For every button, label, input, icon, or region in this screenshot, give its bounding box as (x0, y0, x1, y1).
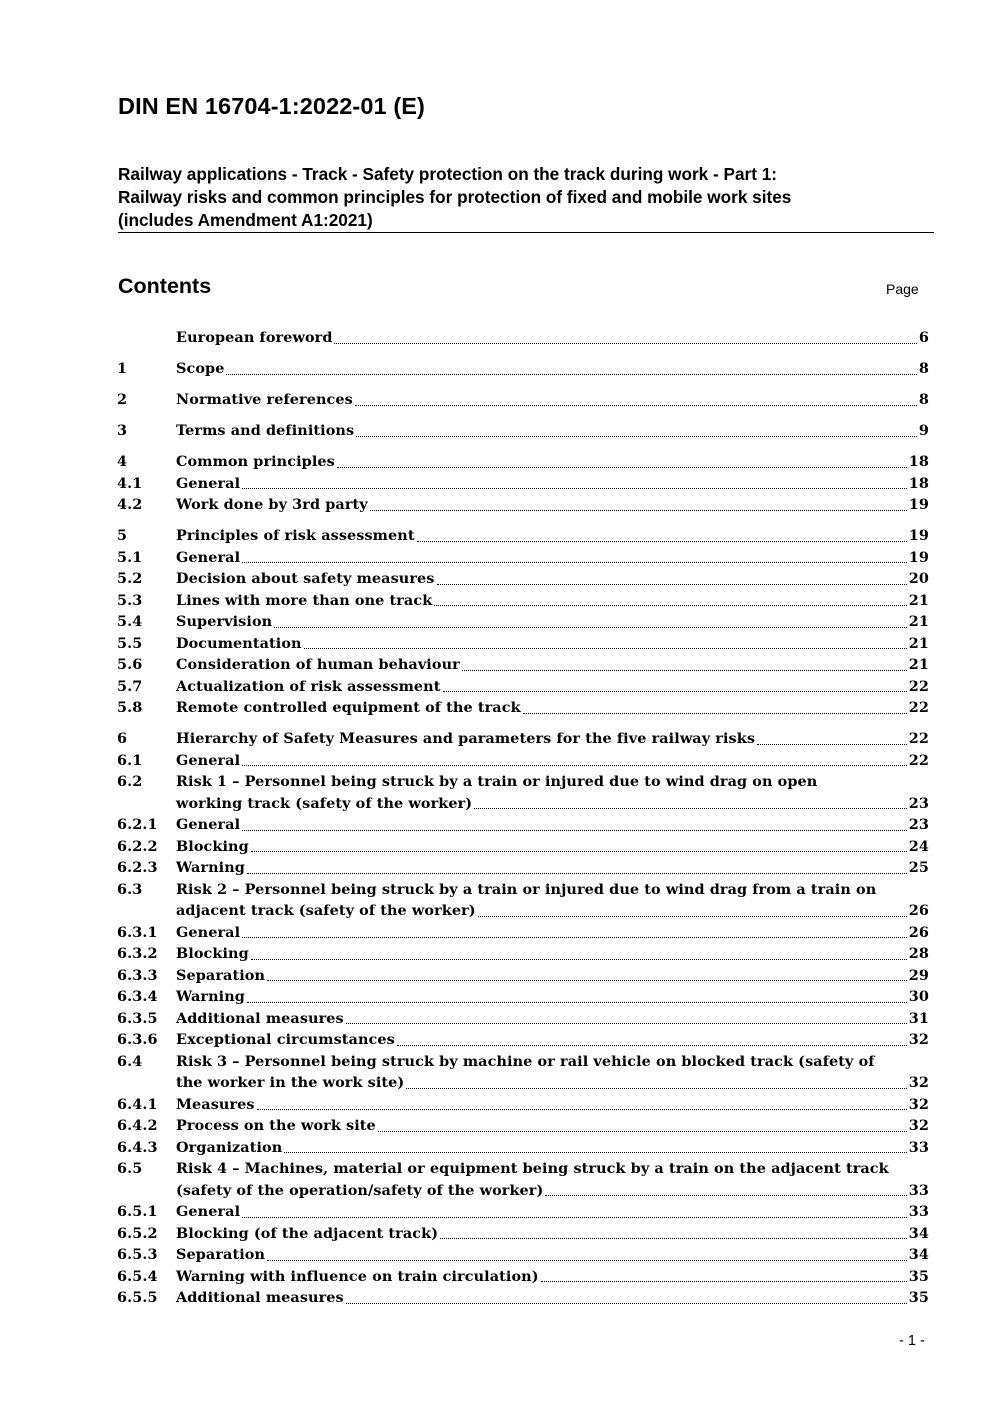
toc-entry-label: Documentation (176, 634, 302, 652)
toc-entry-number: 5.5 (117, 634, 143, 652)
toc-entry-number: 6.5.4 (117, 1267, 158, 1285)
toc-entry-label: Measures (176, 1095, 255, 1113)
toc-entry[interactable] (117, 568, 929, 590)
toc-entry-number: 6.5.3 (117, 1246, 158, 1263)
toc-entry-page: 32 (908, 1031, 929, 1048)
toc-entry-page: 35 (908, 1289, 929, 1306)
toc-leader-dots (541, 1280, 907, 1282)
toc-entry-label: Additional measures (176, 1009, 344, 1027)
toc-entry-label: Separation (176, 1246, 266, 1263)
toc-entry-label-continued: (safety of the operation/safety of the worker) (176, 1181, 544, 1199)
toc-entry-number: 6.5.1 (117, 1203, 158, 1220)
toc-leader-dots (267, 1259, 907, 1261)
toc-entry-label: Risk 4 – Machines, material or equipment being struck by a train on the adjacent track (176, 1160, 889, 1177)
toc-entry-page: 25 (908, 859, 929, 876)
toc-entry-label: Process on the work site (176, 1117, 376, 1134)
toc-entry-label: Supervision (176, 613, 273, 630)
toc-entry-label-continued: working track (safety of the worker) (176, 794, 473, 812)
toc-entry-number: 6.2.3 (117, 859, 158, 876)
toc-entry-label: General (176, 548, 241, 566)
toc-entry-label: Organization (176, 1138, 283, 1156)
toc-entry[interactable] (117, 836, 929, 858)
toc-entry-label: Blocking (176, 945, 249, 962)
toc-entry[interactable] (117, 1051, 929, 1094)
toc-entry-number: 6 (117, 730, 128, 747)
table-of-contents (117, 327, 929, 1309)
toc-entry-number: 6.3.2 (117, 945, 158, 962)
toc-leader-dots (417, 540, 907, 542)
toc-entry-number: 6.5.5 (117, 1289, 158, 1306)
toc-entry-page: 33 (908, 1203, 929, 1220)
toc-entry-label: Lines with more than one track (176, 591, 433, 609)
toc-entry-page: 21 (908, 634, 929, 652)
toc-entry[interactable] (117, 547, 929, 569)
toc-entry[interactable] (117, 1115, 929, 1137)
subtitle-line: (includes Amendment A1:2021) (118, 210, 373, 230)
toc-leader-dots (346, 1302, 907, 1304)
toc-entry[interactable] (117, 1029, 929, 1051)
toc-entry-number: 4 (117, 453, 128, 470)
toc-entry-number: 6.5 (117, 1160, 143, 1177)
toc-entry-number: 5.6 (117, 656, 143, 673)
toc-entry[interactable] (117, 1008, 929, 1030)
toc-leader-dots (440, 1237, 907, 1239)
toc-entry-number: 6.2 (117, 773, 143, 790)
toc-entry-number: 6.3.4 (117, 988, 158, 1005)
toc-entry-number: 5.3 (117, 591, 143, 609)
toc-entry[interactable] (117, 879, 929, 922)
toc-entry[interactable] (117, 676, 929, 698)
toc-entry-label: Separation (176, 966, 266, 984)
toc-entry-page: 33 (908, 1138, 929, 1156)
page-number: - 1 - (899, 1333, 925, 1349)
toc-entry-number: 6.3.6 (117, 1031, 158, 1048)
toc-entry[interactable] (117, 633, 929, 655)
toc-entry-page: 22 (908, 751, 929, 769)
toc-entry-page: 26 (908, 923, 929, 941)
toc-entry[interactable] (117, 1158, 929, 1201)
toc-entry-page: 33 (908, 1181, 929, 1199)
toc-entry-page: 23 (908, 794, 929, 812)
toc-entry-number: 6.4.1 (117, 1095, 158, 1113)
toc-entry-page: 24 (908, 837, 929, 855)
toc-entry[interactable] (117, 1201, 929, 1223)
toc-entry-number: 6.4.2 (117, 1117, 158, 1134)
toc-entry-page: 22 (908, 677, 929, 695)
toc-entry-label: General (176, 816, 241, 833)
toc-entry[interactable] (117, 986, 929, 1008)
toc-entry-label: Decision about safety measures (176, 570, 435, 587)
toc-entry-label: Principles of risk assessment (176, 527, 415, 544)
toc-entry-label: Additional measures (176, 1289, 344, 1306)
toc-leader-dots (356, 435, 917, 437)
toc-entry-number: 6.3 (117, 880, 143, 898)
toc-entry-number: 1 (117, 360, 128, 377)
toc-entry-number: 4.1 (117, 474, 143, 492)
toc-entry[interactable] (117, 922, 929, 944)
toc-leader-dots (474, 807, 907, 809)
toc-entry-page: 32 (908, 1117, 929, 1134)
toc-leader-dots (337, 466, 907, 468)
toc-entry-number: 6.4.3 (117, 1138, 158, 1156)
toc-entry-page: 19 (908, 527, 929, 544)
toc-entry[interactable] (117, 1244, 929, 1266)
toc-entry-page: 18 (908, 453, 929, 470)
toc-entry-label: General (176, 751, 241, 769)
toc-entry-label: Risk 3 – Personnel being struck by machine or rail vehicle on blocked track (safety of (176, 1052, 875, 1070)
toc-entry-page: 22 (908, 730, 929, 747)
toc-entry-page: 34 (908, 1246, 929, 1263)
toc-entry-number: 6.3.1 (117, 923, 158, 941)
toc-entry-page: 9 (918, 422, 929, 439)
toc-entry-page: 32 (908, 1074, 929, 1091)
toc-entry-number: 4.2 (117, 496, 143, 513)
toc-entry[interactable] (117, 327, 929, 349)
toc-entry[interactable] (117, 590, 929, 612)
toc-entry-number: 6.5.2 (117, 1224, 158, 1242)
toc-leader-dots (406, 1087, 906, 1089)
toc-entry-page: 30 (908, 988, 929, 1005)
toc-entry-number: 6.3.5 (117, 1009, 158, 1027)
toc-leader-dots (346, 1022, 907, 1024)
toc-entry-page: 29 (908, 966, 929, 984)
toc-entry-number: 3 (117, 422, 128, 439)
toc-leader-dots (242, 829, 907, 831)
title-divider (118, 232, 934, 233)
toc-entry[interactable] (117, 473, 929, 495)
toc-entry-page: 19 (908, 548, 929, 566)
toc-leader-dots (757, 743, 907, 745)
toc-entry-label: General (176, 923, 241, 941)
toc-entry-page: 23 (908, 816, 929, 833)
toc-entry-number: 5.8 (117, 699, 143, 716)
toc-entry[interactable] (117, 697, 929, 719)
toc-leader-dots (523, 712, 907, 714)
toc-entry[interactable] (117, 750, 929, 772)
toc-entry-page: 32 (908, 1095, 929, 1113)
toc-leader-dots (284, 1151, 906, 1153)
toc-entry-label: Work done by 3rd party (176, 496, 368, 513)
toc-entry[interactable] (117, 525, 929, 547)
toc-entry[interactable] (117, 611, 929, 633)
toc-entry[interactable] (117, 451, 929, 473)
toc-leader-dots (378, 1130, 907, 1132)
toc-entry-page: 26 (908, 902, 929, 919)
toc-leader-dots (370, 509, 907, 511)
toc-leader-dots (437, 583, 907, 585)
toc-entry-label: Risk 2 – Personnel being struck by a train or injured due to wind drag from a train on (176, 880, 877, 898)
toc-leader-dots (434, 604, 906, 606)
toc-leader-dots (334, 342, 916, 344)
toc-entry[interactable] (117, 494, 929, 516)
toc-leader-dots (242, 561, 907, 563)
toc-entry[interactable] (117, 420, 929, 442)
toc-leader-dots (251, 958, 907, 960)
toc-leader-dots (274, 626, 907, 628)
toc-entry-label: Exceptional circumstances (176, 1031, 395, 1048)
subtitle-line: Railway risks and common principles for protection of fixed and mobile work sites (118, 187, 792, 207)
toc-entry-page: 35 (908, 1267, 929, 1285)
toc-entry[interactable] (117, 389, 929, 411)
toc-entry-page: 18 (908, 474, 929, 492)
toc-entry-label: European foreword (176, 329, 333, 346)
toc-entry-label-continued: the worker in the work site) (176, 1074, 405, 1091)
toc-entry-label: Blocking (of the adjacent track) (176, 1224, 439, 1242)
toc-leader-dots (397, 1044, 907, 1046)
toc-entry-label: Remote controlled equipment of the track (176, 699, 521, 716)
toc-entry-page: 20 (908, 570, 929, 587)
toc-leader-dots (251, 850, 907, 852)
toc-entry[interactable] (117, 358, 929, 380)
toc-leader-dots (478, 915, 907, 917)
toc-entry-label: Warning with influence on train circulation) (176, 1267, 539, 1285)
toc-entry-page: 8 (918, 360, 929, 377)
toc-entry-number: 6.3.3 (117, 966, 158, 984)
toc-leader-dots (242, 936, 907, 938)
toc-entry-label: Actualization of risk assessment (176, 677, 441, 695)
toc-entry-number: 5.7 (117, 677, 143, 695)
toc-entry-page: 19 (908, 496, 929, 513)
toc-entry-label-continued: adjacent track (safety of the worker) (176, 902, 476, 919)
toc-entry-page: 21 (908, 656, 929, 673)
toc-leader-dots (545, 1194, 906, 1196)
toc-entry-number: 6.1 (117, 751, 143, 769)
toc-entry[interactable] (117, 1137, 929, 1159)
toc-leader-dots (257, 1108, 907, 1110)
toc-entry-page: 21 (908, 591, 929, 609)
document-title: DIN EN 16704-1:2022-01 (E) (118, 93, 425, 119)
toc-entry-page: 6 (918, 329, 929, 346)
toc-leader-dots (443, 690, 907, 692)
page-column-heading: Page (886, 281, 919, 297)
toc-entry-number: 2 (117, 391, 128, 408)
toc-entry-number: 6.2.2 (117, 837, 158, 855)
toc-entry[interactable] (117, 771, 929, 814)
toc-entry[interactable] (117, 814, 929, 836)
toc-entry[interactable] (117, 943, 929, 965)
toc-entry[interactable] (117, 1094, 929, 1116)
toc-entry-label: Normative references (176, 391, 353, 408)
toc-leader-dots (242, 1216, 907, 1218)
toc-entry-page: 8 (918, 391, 929, 408)
toc-entry-number: 6.2.1 (117, 816, 158, 833)
toc-entry-label: General (176, 1203, 241, 1220)
toc-entry-page: 28 (908, 945, 929, 962)
toc-entry-label: Warning (176, 988, 245, 1005)
toc-entry[interactable] (117, 965, 929, 987)
toc-entry-label: Hierarchy of Safety Measures and parameters for the five railway risks (176, 730, 756, 747)
toc-entry-label: General (176, 474, 241, 492)
toc-entry-label: Terms and definitions (176, 422, 355, 439)
toc-leader-dots (267, 979, 907, 981)
toc-entry-number: 5.2 (117, 570, 143, 587)
toc-entry[interactable] (117, 1223, 929, 1245)
toc-entry-number: 5.1 (117, 548, 143, 566)
toc-leader-dots (242, 764, 907, 766)
toc-leader-dots (247, 1001, 907, 1003)
contents-heading: Contents (118, 274, 212, 298)
document-subtitle (118, 163, 934, 232)
toc-entry-label: Blocking (176, 837, 249, 855)
toc-leader-dots (304, 647, 907, 649)
toc-entry-page: 21 (908, 613, 929, 630)
toc-entry[interactable] (117, 1266, 929, 1288)
toc-entry-label: Warning (176, 859, 245, 876)
toc-leader-dots (355, 404, 917, 406)
toc-leader-dots (462, 669, 907, 671)
toc-entry-page: 22 (908, 699, 929, 716)
toc-entry[interactable] (117, 1287, 929, 1309)
toc-entry-label: Risk 1 – Personnel being struck by a train or injured due to wind drag on open (176, 773, 818, 790)
toc-entry-label: Consideration of human behaviour (176, 656, 460, 673)
toc-entry-number: 5 (117, 527, 128, 544)
toc-entry-number: 5.4 (117, 613, 143, 630)
toc-entry-label: Common principles (176, 453, 335, 470)
toc-leader-dots (226, 373, 916, 375)
toc-entry-number: 6.4 (117, 1052, 143, 1070)
toc-leader-dots (247, 872, 907, 874)
toc-entry-page: 34 (908, 1224, 929, 1242)
toc-entry[interactable] (117, 654, 929, 676)
toc-entry-page: 31 (908, 1009, 929, 1027)
subtitle-line: Railway applications - Track - Safety protection on the track during work - Part 1: (118, 164, 777, 184)
toc-leader-dots (242, 487, 907, 489)
toc-entry[interactable] (117, 728, 929, 750)
toc-entry[interactable] (117, 857, 929, 879)
toc-entry-label: Scope (176, 360, 225, 377)
